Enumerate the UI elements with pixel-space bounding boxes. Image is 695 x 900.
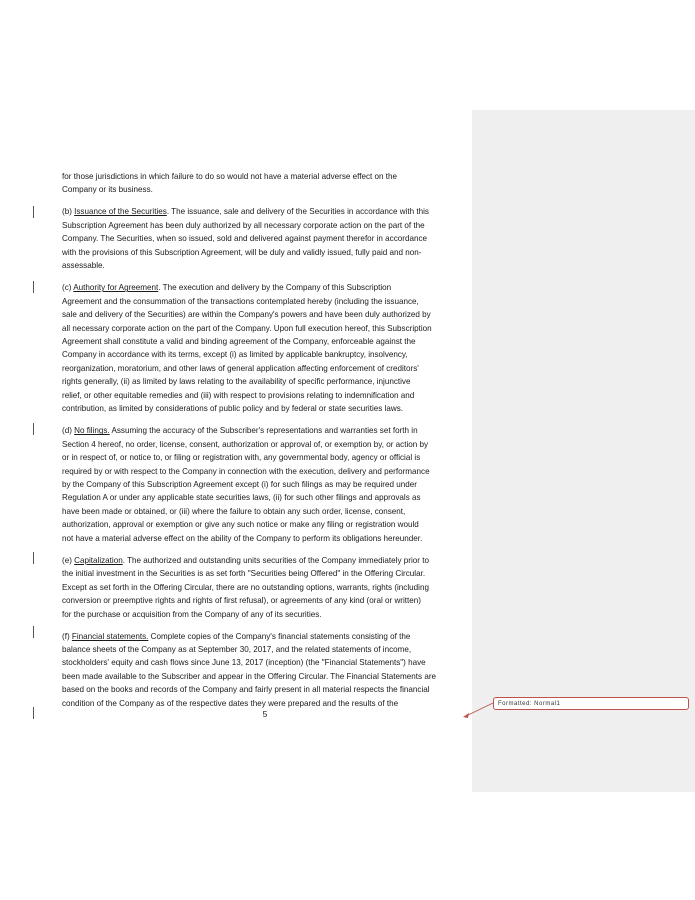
paragraph-line: Regulation A or under any applicable state securities laws, (ii) for such other filings and approvals as [62, 493, 421, 503]
paragraph-prefix: (f) [62, 631, 72, 641]
paragraph-line: authorization, approval or exemption or give any such notice or make any filing or registration would [62, 520, 419, 530]
paragraph-prefix: (e) [62, 555, 75, 565]
paragraph-line: for the purchase or acquisition from the Company of any of its securities. [62, 609, 322, 619]
paragraph-line: conversion or preemptive rights and rights of first refusal), or agreements of any kind (oral or written) [62, 596, 421, 606]
paragraph-line: Company in accordance with its terms, except (i) as limited by applicable bankruptcy, insolvency, [62, 350, 408, 360]
paragraph-heading-continuation: . The authorized and outstanding units securities of the Company immediately prior to [122, 555, 429, 565]
paragraph-line: the initial investment in the Securities is as set forth "Securities being Offered" in the Offering Circular. [62, 569, 426, 579]
paragraph-line: Agreement shall constitute a valid and binding agreement of the Company, enforceable against the [62, 336, 416, 346]
paragraph-line: required by or with respect to the Company in connection with the execution, delivery and performance [62, 466, 430, 476]
paragraph-line: stockholders' equity and cash flows since June 13, 2017 (inception) (the "Financial Statements") have [62, 658, 426, 668]
paragraph-prefix: (b) [62, 207, 75, 217]
paragraph-line: balance sheets of the Company as at September 30, 2017, and the related statements of income, [62, 645, 412, 654]
comment-balloon[interactable] [493, 697, 689, 710]
paragraph-line: have been made or obtained, or (iii) where the failure to obtain any such order, license, consent, [62, 506, 406, 516]
paragraph-prefix: (d) [62, 426, 75, 436]
paragraph-prefix: (c) [62, 283, 74, 293]
page-number: 5 [262, 709, 268, 719]
paragraph-line: for those jurisdictions in which failure to do so would not have a material adverse effect on the [62, 172, 398, 181]
comment-text: Formatted: Normal1 [498, 701, 561, 707]
paragraph-line: Section 4 hereof, no order, license, consent, authorization or approval of, or exemption by, or action by [62, 439, 429, 449]
paragraph-heading-continuation: Complete copies of the Company's financial statements consisting of the [148, 631, 411, 641]
paragraph-line: relief, or other equitable remedies and (iii) with respect to provisions relating to indemnification and [62, 390, 415, 400]
paragraph-heading: Authority for Agreement [73, 283, 159, 293]
paragraph-line: been made available to the Subscriber and appear in the Offering Circular. The Financial Statements are [62, 671, 437, 681]
paragraph-line: Agreement and the consummation of the transactions contemplated hereby (including the issuance, [62, 296, 419, 306]
paragraph-heading: Capitalization [74, 555, 123, 565]
paragraph-line: not have a material adverse effect on the ability of the Company to perform its obligations hereunder. [62, 533, 423, 543]
paragraph-line: Company or its business. [62, 185, 153, 195]
paragraph-heading-continuation: . The execution and delivery by the Company of this Subscription [158, 283, 392, 293]
paragraph-line: Subscription Agreement has been duly authorized by all necessary corporate action on the part of the [62, 220, 425, 230]
paragraph-line: with the provisions of this Subscription Agreement, will be duly and validly issued, fully paid and non- [62, 247, 422, 257]
paragraph-heading: Financial statements. [71, 631, 149, 641]
paragraph-line: reorganization, moratorium, and other laws of general application affecting enforcement of creditors' [62, 363, 419, 373]
paragraph-heading: No filings. [74, 426, 110, 436]
paragraph-line: all necessary corporate action on the part of the Company. Upon full execution hereof, this Subscription [62, 323, 432, 333]
paragraph-heading: Issuance of the Securities [74, 207, 167, 217]
paragraph-line: contribution, as limited by considerations of public policy and by federal or state securities laws. [62, 404, 404, 414]
paragraph-heading-continuation: Assuming the accuracy of the Subscriber's representations and warranties set forth in [109, 426, 418, 436]
paragraph-line: assessable. [62, 261, 105, 271]
paragraph-heading-continuation: . The issuance, sale and delivery of the Securities in accordance with this [166, 207, 429, 217]
paragraph-line: Company. The Securities, when so issued, sold and delivered against payment therefor in accordance [62, 234, 428, 244]
paragraph-line: condition of the Company as of the respective dates they were prepared and the results of the [62, 698, 399, 708]
paragraph-line: rights generally, (ii) as limited by laws relating to the availability of specific performance, injunctive [62, 377, 411, 387]
paragraph-line: based on the books and records of the Company and fairly present in all material respects the financial [62, 685, 430, 695]
paragraph-line: sale and delivery of the Securities) are within the Company's powers and have been duly authorized by [62, 310, 431, 320]
paragraph-line: or in respect of, or notice to, or filing or registration with, any governmental body, agency or official is [62, 453, 421, 463]
paragraph-line: by the Company of this Subscription Agreement except (i) for such filings as may be required under [62, 480, 417, 490]
paragraph-line: Except as set forth in the Offering Circular, there are no outstanding options, warrants, rights (including [62, 582, 429, 592]
